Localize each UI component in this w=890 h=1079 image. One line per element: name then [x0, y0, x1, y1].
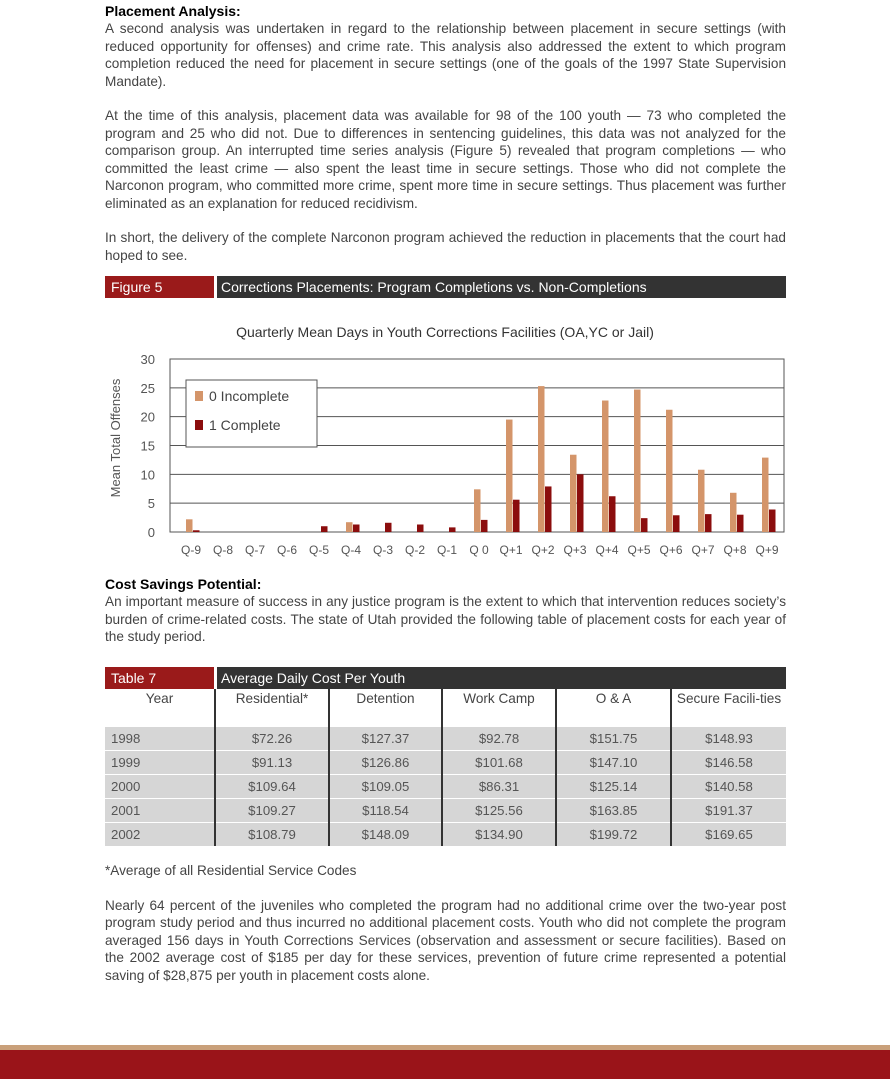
x-tick-label: Q+8: [723, 543, 747, 557]
table-cell: 2002: [105, 823, 215, 847]
table-cell: $134.90: [442, 823, 556, 847]
table-column-header: Detention: [329, 689, 442, 727]
bar-complete: [545, 486, 552, 532]
cost-paragraph: An important measure of success in any justice program is the extent to which that intervention reduces society’s burden of crime-related costs. The state of Utah provided the following table of placement costs for each year of the study period.: [105, 594, 786, 644]
bar-complete: [321, 526, 328, 532]
bar-incomplete: [346, 522, 353, 532]
table-cell: $147.10: [556, 751, 671, 775]
bar-complete: [737, 515, 744, 532]
table-cell: $148.93: [671, 727, 786, 751]
table-label: Table 7: [105, 667, 214, 689]
x-tick-label: Q-8: [212, 543, 234, 557]
figure-label: Figure 5: [105, 276, 214, 298]
bar-complete: [577, 474, 584, 532]
x-tick-label: Q-6: [276, 543, 298, 557]
x-tick-label: Q-4: [340, 543, 362, 557]
table-cell: $169.65: [671, 823, 786, 847]
chart-title: Quarterly Mean Days in Youth Corrections Facilities (OA,YC or Jail): [236, 324, 654, 340]
bar-complete: [673, 515, 680, 532]
bar-complete: [481, 520, 488, 532]
table-cell: $146.58: [671, 751, 786, 775]
table-cell: $125.14: [556, 775, 671, 799]
table-cell: 2001: [105, 799, 215, 823]
y-tick-label: 0: [147, 525, 155, 540]
bar-complete: [417, 525, 424, 532]
bar-complete: [769, 510, 776, 532]
y-tick-label: 20: [140, 409, 155, 425]
table-cell: $140.58: [671, 775, 786, 799]
table-cell: $91.13: [215, 751, 329, 775]
closing-paragraph: Nearly 64 percent of the juveniles who completed the program had no additional crime over the two-year post program study period and thus incurred no additional placement costs. Youth who did not complete the program averaged 156 days in Youth Corrections Services (observation and assessment or secure facilities). Based on the 2002 average cost of $185 per day for these services, prevention of future crime represented a potential saving of $28,875 per youth in placement costs alone.: [105, 897, 786, 983]
table-cell: 2000: [105, 775, 215, 799]
table-cell: $109.64: [215, 775, 329, 799]
cost-table: [105, 689, 786, 847]
x-tick-label: Q+5: [627, 543, 651, 557]
cost-heading: Cost Savings Potential:: [105, 576, 262, 592]
y-tick-label: 30: [140, 352, 155, 367]
x-tick-label: Q+4: [595, 543, 619, 557]
table-cell: $191.37: [671, 799, 786, 823]
table-column-header: Year: [145, 690, 174, 706]
bar-complete: [385, 523, 392, 532]
table-row: [105, 727, 786, 751]
table-row: [105, 799, 786, 823]
table-row: [105, 775, 786, 799]
x-tick-label: Q+2: [531, 543, 555, 557]
x-tick-label: Q-2: [404, 543, 426, 557]
bar-complete: [609, 496, 616, 532]
x-tick-label: Q+7: [691, 543, 715, 557]
y-tick-label: 25: [140, 380, 155, 396]
legend-swatch-incomplete: [195, 391, 203, 401]
bar-complete: [353, 525, 360, 532]
table-cell: 1998: [105, 727, 215, 751]
x-tick-label: Q-1: [436, 543, 458, 557]
table-cell: $163.85: [556, 799, 671, 823]
table-header-row: [105, 689, 786, 727]
table-cell: $199.72: [556, 823, 671, 847]
table-cell: $126.86: [329, 751, 442, 775]
bar-incomplete: [730, 493, 737, 532]
placement-paragraph-1: A second analysis was undertaken in regard to the relationship between placement in secure settings (with reduced opportunity for offenses) and crime rate. This analysis also addressed the extent to which program completion reduced the need for placement in secure settings (one of the goals of the 1997 State Supervision Mandate).: [105, 21, 786, 89]
table-header-bar: [105, 667, 786, 689]
x-tick-label: Q-3: [372, 543, 394, 557]
table-cell: $86.31: [442, 775, 556, 799]
table-cell: $72.26: [215, 727, 329, 751]
table-column-header: O & A: [556, 689, 671, 727]
table-cell: $108.79: [215, 823, 329, 847]
legend-swatch-complete: [195, 420, 203, 430]
footer-bar: [0, 1045, 890, 1079]
x-tick-label: Q-7: [244, 543, 266, 557]
cost-section: [105, 576, 786, 646]
x-tick-label: Q+6: [659, 543, 683, 557]
bar-incomplete: [602, 401, 609, 532]
table-cell: $118.54: [329, 799, 442, 823]
table-cell: $125.56: [442, 799, 556, 823]
bar-complete: [641, 518, 648, 532]
y-tick-label: 15: [140, 438, 155, 454]
table-footnote: *Average of all Residential Service Codes: [105, 863, 357, 878]
legend-label-incomplete: 0 Incomplete: [209, 388, 290, 404]
table-cell: $127.37: [329, 727, 442, 751]
x-tick-label: Q-9: [180, 543, 202, 557]
bar-incomplete: [666, 410, 673, 532]
page-content: [105, 3, 786, 984]
bar-chart: [105, 298, 786, 560]
figure-header: [105, 276, 786, 298]
bar-incomplete: [762, 458, 769, 532]
table-cell: 1999: [105, 751, 215, 775]
y-tick-label: 5: [147, 496, 155, 512]
x-tick-label: Q+9: [755, 543, 779, 557]
table-cell: $109.05: [329, 775, 442, 799]
bar-complete: [513, 500, 520, 532]
bar-incomplete: [634, 390, 641, 532]
table-title: Average Daily Cost Per Youth: [221, 669, 406, 686]
chart-y-axis-label: Mean Total Offenses: [108, 378, 123, 498]
table-cell: $109.27: [215, 799, 329, 823]
x-tick-label: Q+1: [499, 543, 523, 557]
table-cell: $148.09: [329, 823, 442, 847]
table-row: [105, 751, 786, 775]
figure-chart: [105, 298, 786, 560]
table-column-header: Work Camp: [442, 689, 556, 727]
table-column-header: Secure Facili-ties: [671, 689, 786, 727]
bar-complete: [193, 530, 200, 532]
table-cell: $92.78: [442, 727, 556, 751]
x-tick-label: Q-5: [308, 543, 330, 557]
figure-title: Corrections Placements: Program Completions vs. Non-Completions: [221, 279, 647, 295]
table-column-header: Residential*: [215, 689, 329, 727]
chart-legend: [186, 380, 317, 447]
placement-paragraph-2: At the time of this analysis, placement data was available for 98 of the 100 youth — 73 who completed the program and 25 who did not. Due to differences in sentencing guidelines, this data was not analyzed for the comparison group. An interrupted time series analysis (Figure 5) revealed that program completions — who committed the least crime — also spent the least time in secure settings. Those who did not complete the Narconon program, who committed more crime, spent more time in secure settings. Thus placement was further eliminated as an explanation for reduced recidivism.: [105, 108, 786, 211]
bar-incomplete: [698, 470, 705, 532]
bar-incomplete: [538, 386, 545, 532]
placement-heading: Placement Analysis:: [105, 3, 241, 19]
bar-incomplete: [186, 519, 193, 532]
bar-complete: [705, 514, 712, 532]
x-tick-label: Q+3: [563, 543, 587, 557]
placement-paragraph-3: In short, the delivery of the complete Narconon program achieved the reduction in placements that the court had hoped to see.: [105, 230, 786, 263]
table-cell: $101.68: [442, 751, 556, 775]
bar-incomplete: [506, 420, 513, 532]
table-cell: $151.75: [556, 727, 671, 751]
bar-incomplete: [474, 489, 481, 532]
y-tick-label: 10: [140, 467, 155, 483]
x-tick-label: Q 0: [469, 543, 489, 557]
bar-complete: [449, 527, 456, 532]
legend-label-complete: 1 Complete: [209, 417, 281, 433]
table-row: [105, 823, 786, 847]
bar-incomplete: [570, 455, 577, 532]
